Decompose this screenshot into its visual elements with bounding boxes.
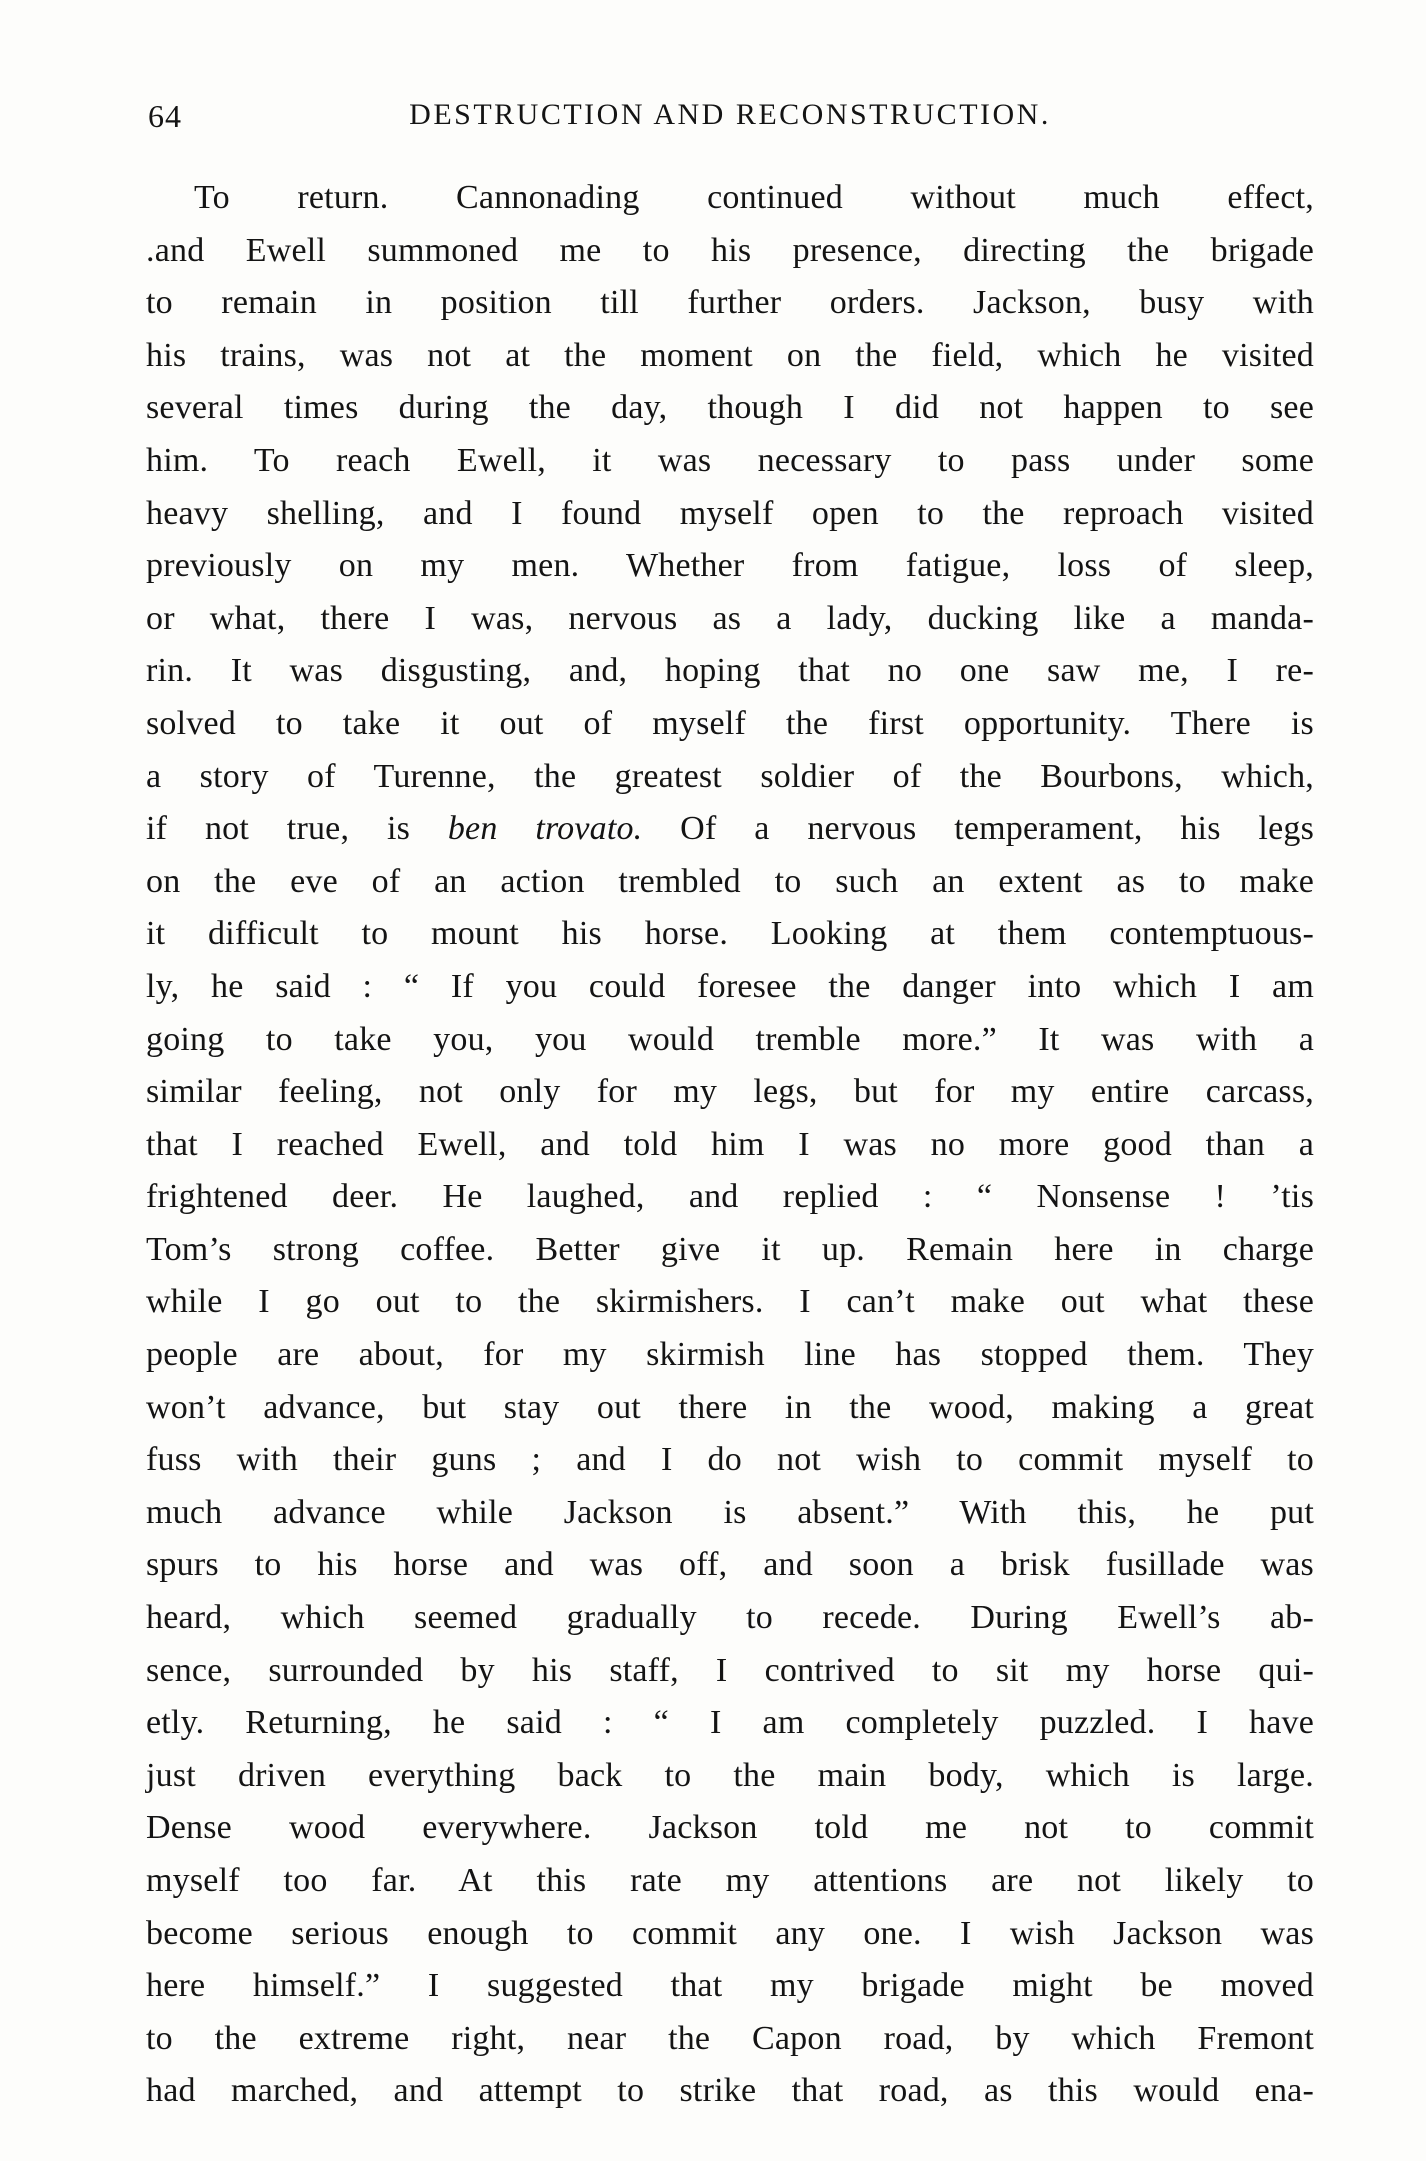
text-segment: .and Ewell summoned me to his presence, directing the brigade: [146, 231, 1314, 269]
text-line: [146, 1434, 1314, 1487]
text-line: [146, 1802, 1314, 1855]
text-line: [146, 1960, 1314, 2013]
text-line: [146, 1855, 1314, 1908]
text-line: [146, 2065, 1314, 2118]
text-line: [146, 1066, 1314, 1119]
text-line: [146, 856, 1314, 909]
text-line: [146, 1750, 1314, 1803]
text-line: [146, 1171, 1314, 1224]
text-line: [146, 1224, 1314, 1277]
text-segment: ly, he said : “ If you could foresee the danger into which I am: [146, 967, 1314, 1005]
text-segment: myself too far. At this rate my attentions are not likely to: [146, 1862, 1314, 1899]
text-line: [146, 1276, 1314, 1329]
text-line: [146, 540, 1314, 593]
text-line: [146, 1908, 1314, 1961]
text-line: [146, 698, 1314, 751]
text-line: [146, 382, 1314, 435]
text-segment: on the eve of an action trembled to such an extent as to make: [146, 862, 1314, 900]
text-segment: here himself.” I suggested that my brigade might be moved: [146, 1967, 1314, 2005]
text-line: [146, 645, 1314, 698]
text-segment: much advance while Jackson is absent.” With this, he put: [146, 1493, 1314, 1531]
text-segment: to remain in position till further orders. Jackson, busy with: [146, 284, 1314, 322]
text-segment: heard, which seemed gradually to recede. During Ewell’s ab-: [146, 1599, 1314, 1637]
text-line: [146, 908, 1314, 961]
text-line: [146, 803, 1314, 856]
text-segment: going to take you, you would tremble more.” It was with a: [146, 1020, 1314, 1058]
text-line: [146, 1382, 1314, 1435]
text-line: [146, 961, 1314, 1014]
text-segment: Tom’s strong coffee. Better give it up. Remain here in charge: [146, 1230, 1314, 1268]
text-line: [146, 277, 1314, 330]
text-segment: or what, there I was, nervous as a lady, ducking like a manda-: [146, 599, 1314, 637]
text-segment: to the extreme right, near the Capon road, by which Fremont: [146, 2019, 1314, 2057]
text-segment: become serious enough to commit any one. I wish Jackson was: [146, 1914, 1314, 1952]
running-title: DESTRUCTION AND RECONSTRUCTION.: [409, 98, 1051, 131]
text-segment: Dense wood everywhere. Jackson told me not to commit: [146, 1809, 1314, 1847]
text-segment: several times during the day, though I did not happen to see: [146, 389, 1314, 427]
text-line: [146, 751, 1314, 804]
text-line: [146, 1014, 1314, 1067]
text-segment: similar feeling, not only for my legs, but for my entire carcass,: [146, 1073, 1314, 1111]
text-segment: spurs to his horse and was off, and soon a brisk fusillade was: [146, 1546, 1314, 1584]
page-header: [146, 98, 1314, 142]
text-segment: previously on my men. Whether from fatigue, loss of sleep,: [146, 547, 1314, 585]
italic-phrase: ben trovato.: [447, 810, 643, 848]
text-segment: fuss with their guns ; and I do not wish to commit myself to: [146, 1441, 1314, 1479]
text-segment: his trains, was not at the moment on the field, which he visited: [146, 336, 1314, 374]
text-line: [146, 172, 1314, 225]
text-segment: people are about, for my skirmish line has stopped them. They: [146, 1336, 1314, 1374]
text-line: [146, 593, 1314, 646]
text-line: [146, 1487, 1314, 1540]
text-segment: him. To reach Ewell, it was necessary to pass under some: [146, 441, 1314, 479]
text-line: [146, 1119, 1314, 1172]
text-segment: solved to take it out of myself the first opportunity. There is: [146, 704, 1314, 742]
text-segment: frightened deer. He laughed, and replied : “ Nonsense ! ’tis: [146, 1178, 1314, 1216]
page-number: 64: [148, 98, 182, 134]
text-line: [146, 1539, 1314, 1592]
text-segment: To return. Cannonading continued without much effect,: [194, 179, 1314, 216]
text-segment: had marched, and attempt to strike that road, as this would ena-: [146, 2072, 1314, 2110]
text-line: [146, 1645, 1314, 1698]
text-segment: sence, surrounded by his staff, I contrived to sit my horse qui-: [146, 1651, 1314, 1689]
text-line: [146, 1697, 1314, 1750]
text-segment: if not true, is: [146, 810, 448, 848]
text-segment: Of a nervous temperament, his legs: [642, 810, 1314, 848]
text-segment: rin. It was disgusting, and, hoping that no one saw me, I re-: [146, 652, 1314, 690]
text-segment: etly. Returning, he said : “ I am completely puzzled. I have: [146, 1704, 1314, 1742]
text-line: [146, 225, 1314, 278]
text-line: [146, 330, 1314, 383]
text-line: [146, 488, 1314, 541]
text-line: [146, 435, 1314, 488]
text-segment: just driven everything back to the main body, which is large.: [146, 1756, 1314, 1794]
text-segment: it difficult to mount his horse. Looking at them contemptuous-: [146, 915, 1314, 953]
text-segment: heavy shelling, and I found myself open to the reproach visited: [146, 494, 1314, 532]
text-segment: won’t advance, but stay out there in the wood, making a great: [146, 1388, 1314, 1426]
text-line: [146, 2013, 1314, 2066]
text-line: [146, 1329, 1314, 1382]
page-body: [146, 172, 1314, 2118]
text-line: [146, 1592, 1314, 1645]
text-segment: a story of Turenne, the greatest soldier of the Bourbons, which,: [146, 757, 1314, 795]
text-segment: while I go out to the skirmishers. I can’t make out what these: [146, 1283, 1314, 1321]
text-segment: that I reached Ewell, and told him I was no more good than a: [146, 1125, 1314, 1163]
